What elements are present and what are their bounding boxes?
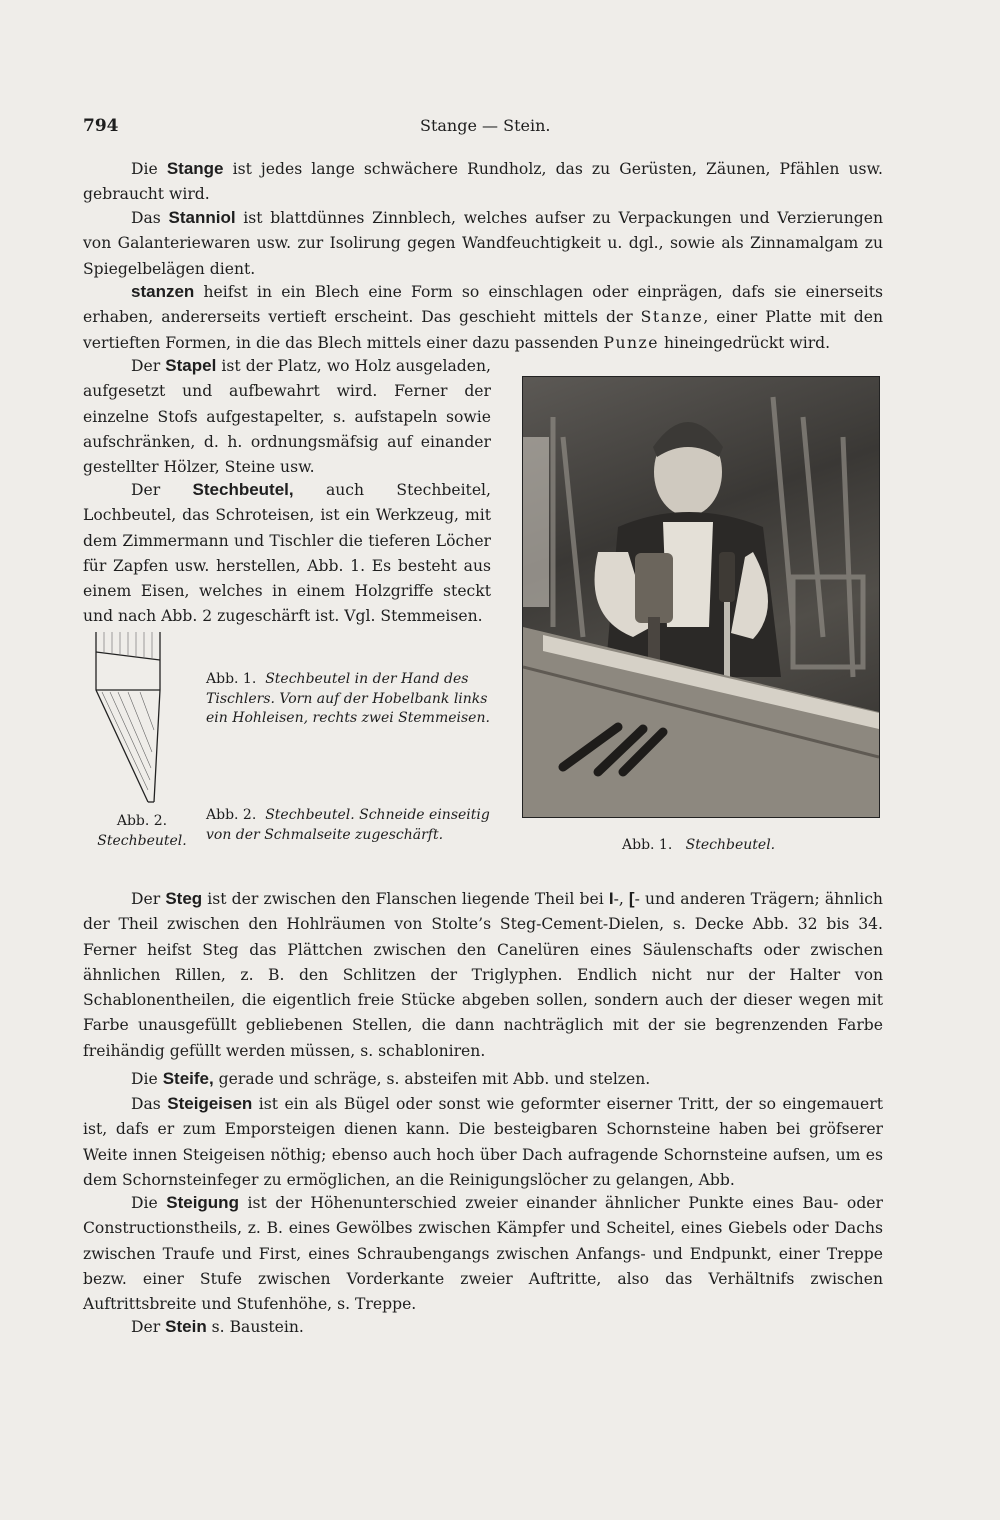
keyword-stein: Stein [165, 1317, 207, 1336]
keyword-steigeisen: Steigeisen [167, 1094, 253, 1113]
caption-abb1-short: Abb. 1. Stechbeutel. [622, 837, 776, 853]
channel-beam-symbol: [ [628, 889, 635, 908]
keyword-stapel: Stapel [165, 356, 217, 375]
keyword-steife: Steife, [162, 1069, 214, 1088]
entry-stanniol: Das Stanniol ist blattdünnes Zinnblech, welches aufser zu Verpackungen und Verzierungen von Galanteriewaren usw. zur Isolirung gegen Wandfeuchtigkeit u. dgl., sowie als Zinnamalgam zu Spiegelbelägen dient. [83, 208, 884, 278]
entry-stapel: Der Stapel ist der Platz, wo Holz ausgeladen, aufgesetzt und aufbewahrt wird. Ferner der einzelne Stofs aufgestapelter, s. aufstapeln sowie aufschränken, d. h. ordnungsmäfsig auf einander gestellter Hölzer, Steine usw. [83, 356, 491, 477]
entry-steigung: Die Steigung ist der Höhenunterschied zweier einander ähnlicher Punkte eines Bau- oder Constructionstheils, z. B. eines Gewölbes zwischen Kämpfer und Scheitel, eines Giebels oder Dachs zwischen Traufe und First, eines Schraubengangs zwischen Anfangs- und Endpunkt, einer Treppe bezw. einer Stufe zwischen Vorderkante zweier Auftritte, also das Verhältnifs zwischen Auftrittsbreite und Stufenhöhe, s. Treppe. [83, 1193, 883, 1314]
entry-stein: Der Stein s. Baustein. [131, 1317, 304, 1336]
i-beam-symbol: I [608, 889, 614, 908]
keyword-stechbeutel: Stechbeutel, [192, 480, 294, 499]
keyword-steg: Steg [165, 889, 203, 908]
entry-stanzen: stanzen heifst in ein Blech eine Form so einschlagen oder einprägen, dafs sie einerseits erhaben, andererseits vertieft erscheint. Das geschieht mittels der Stanze, einer Platte mit den vertieften Formen, in die das Blech mittels einer dazu passenden Punze hineingedrückt wird. [83, 282, 883, 352]
entry-steg: Der Steg ist der zwischen den Flanschen liegende Theil bei I-, [- und anderen Trägern; ähnlich der Theil zwischen den Hohlräumen von Stolte’s Steg-Cement-Dielen, s. Decke Abb. 32 bis 34. Ferner heifst Steg das Plättchen zwischen den Canelüren eines Säulenschafts oder zwischen ähnlichen Rillen, z. B. den Schlitzen der Triglyphen. Endlich nicht nur der Halter von Schablonentheilen, die eigentlich freie Stücke abgeben sollen, sondern auch der dieser wegen mit Farbe unausgefüllt gebliebenen Stellen, die dann nachträglich mit der sie begrenzenden Farbe freihändig gefüllt werden müssen, s. schabloniren. [83, 889, 883, 1060]
keyword-stange: Stange [166, 159, 224, 178]
entry-steigeisen: Das Steigeisen ist ein als Bügel oder sonst wie geformter eiserner Tritt, der so eingemauert ist, dafs er zum Emporsteigen dienen kann. Die besteigbaren Schornsteine haben bei gröfserer Weite innen Steigeisen nöthig; ebenso auch hoch über Dach aufragende Schornsteine aufsen, um es dem Schornsteinfeger zu ermöglichen, an die Reinigungslöcher zu gelangen, Abb. [83, 1094, 883, 1189]
caption-abb1-long: Abb. 1. Stechbeutel in der Hand des Tischlers. Vorn auf der Hobelbank links ein Hohleisen, rechts zwei Stemmeisen. [206, 671, 490, 726]
workshop-photo [522, 376, 880, 818]
keyword-steigung: Steigung [166, 1193, 239, 1212]
entry-stechbeutel: Der Stechbeutel, auch Stechbeitel, Lochbeutel, das Schroteisen, ist ein Werkzeug, mit dem Zimmermann und Tischler die tieferen Löcher für Zapfen usw. herstellen, Abb. 1. Es besteht aus einem Eisen, welches in einem Holzgriffe steckt und nach Abb. 2 zugeschärft ist. Vgl. Stemmeisen. [83, 480, 491, 626]
entry-steife: Die Steife, gerade und schräge, s. absteifen mit Abb. und stelzen. [131, 1069, 651, 1088]
caption-abb2-long: Abb. 2. Stechbeutel. Schneide einseitig von der Schmalseite zugeschärft. [206, 807, 490, 843]
page-number: 794 [83, 116, 119, 136]
caption-abb2-short: Abb. 2. Stechbeutel. [97, 813, 187, 849]
chisel-profile-figure [88, 630, 168, 806]
keyword-stanzen: stanzen [131, 282, 195, 301]
running-title: Stange — Stein. [420, 116, 551, 135]
entry-stange: Die Stange ist jedes lange schwächere Rundholz, das zu Gerüsten, Zäunen, Pfählen usw. gebraucht wird. [83, 159, 883, 204]
keyword-stanniol: Stanniol [168, 208, 236, 227]
